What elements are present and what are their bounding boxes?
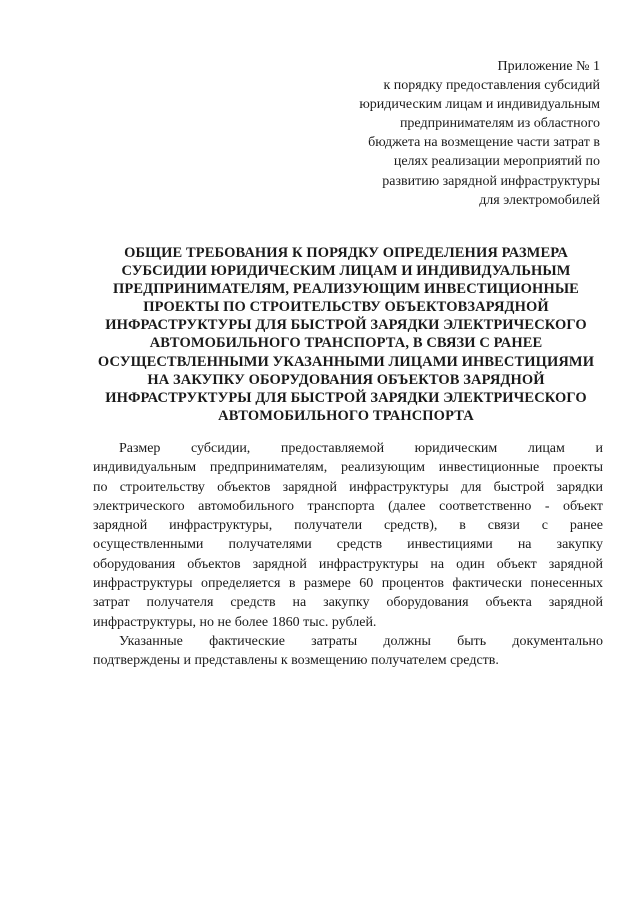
appendix-line: к порядку предоставления субсидий xyxy=(383,78,600,94)
document-body xyxy=(93,439,603,671)
body-line: электрического автомобильного транспорта (далее соответственно - объект xyxy=(93,498,603,514)
appendix-line: развитию зарядной инфраструктуры xyxy=(382,173,600,189)
title-line: АВТОМОБИЛЬНОГО ТРАНСПОРТА, В СВЯЗИ С РАНЕЕ xyxy=(149,335,543,352)
body-line: Указанные фактические затраты должны быть документально xyxy=(119,633,603,649)
body-line: подтверждены и представлены к возмещению получателем средств. xyxy=(93,653,499,669)
body-line: Размер субсидии, предоставляемой юридическим лицам и xyxy=(119,441,603,456)
document-title xyxy=(60,244,632,425)
body-line: осуществленными получателями средств инвестициями на закупку xyxy=(93,537,603,553)
title-line: ПРЕДПРИНИМАТЕЛЯМ, РЕАЛИЗУЮЩИМ ИНВЕСТИЦИОННЫЕ xyxy=(113,281,579,298)
title-line: ОСУЩЕСТВЛЕННЫМИ УКАЗАННЫМИ ЛИЦАМИ ИНВЕСТИЦИЯМИ xyxy=(97,353,595,370)
appendix-line: бюджета на возмещение части затрат в xyxy=(368,135,600,151)
paragraph-2 xyxy=(93,632,603,671)
body-line: по строительству объектов зарядной инфраструктуры для быстрой зарядки xyxy=(93,479,603,495)
appendix-line: для электромобилей xyxy=(479,192,600,208)
title-line: НА ЗАКУПКУ ОБОРУДОВАНИЯ ОБЪЕКТОВ ЗАРЯДНОЙ xyxy=(147,371,545,388)
body-line: затрат получателя средств на закупку оборудования объекта зарядной xyxy=(93,595,603,611)
title-line: ОБЩИЕ ТРЕБОВАНИЯ К ПОРЯДКУ ОПРЕДЕЛЕНИЯ РАЗМЕРА xyxy=(124,245,568,261)
title-line: АВТОМОБИЛЬНОГО ТРАНСПОРТА xyxy=(218,407,474,424)
title-line: СУБСИДИИ ЮРИДИЧЕСКИМ ЛИЦАМ И ИНДИВИДУАЛЬНЫМ xyxy=(121,263,571,280)
appendix-header xyxy=(300,57,600,210)
title-line: ИНФРАСТРУКТУРЫ ДЛЯ БЫСТРОЙ ЗАРЯДКИ ЭЛЕКТРИЧЕСКОГО xyxy=(105,317,587,334)
appendix-line: Приложение № 1 xyxy=(497,59,600,74)
appendix-line: предпринимателям из областного xyxy=(399,116,600,132)
body-line: инфраструктуры, но не более 1860 тыс. рублей. xyxy=(93,614,377,630)
title-line: ИНФРАСТРУКТУРЫ ДЛЯ БЫСТРОЙ ЗАРЯДКИ ЭЛЕКТРИЧЕСКОГО xyxy=(105,389,587,406)
body-line: инфраструктуры определяется в размере 60 процентов фактически понесенных xyxy=(93,576,603,592)
appendix-line: целях реализации мероприятий по xyxy=(393,154,600,170)
title-line: ПРОЕКТЫ ПО СТРОИТЕЛЬСТВУ ОБЪЕКТОВЗАРЯДНОЙ xyxy=(143,299,549,316)
body-line: оборудования объектов зарядной инфраструктуры на один объект зарядной xyxy=(93,556,603,572)
paragraph-1 xyxy=(93,439,603,632)
body-line: индивидуальным предпринимателям, реализующим инвестиционные проекты xyxy=(93,460,603,476)
body-line: зарядной инфраструктуры, получатели средств), в связи с ранее xyxy=(93,518,603,534)
appendix-line: юридическим лицам и индивидуальным xyxy=(359,97,600,113)
